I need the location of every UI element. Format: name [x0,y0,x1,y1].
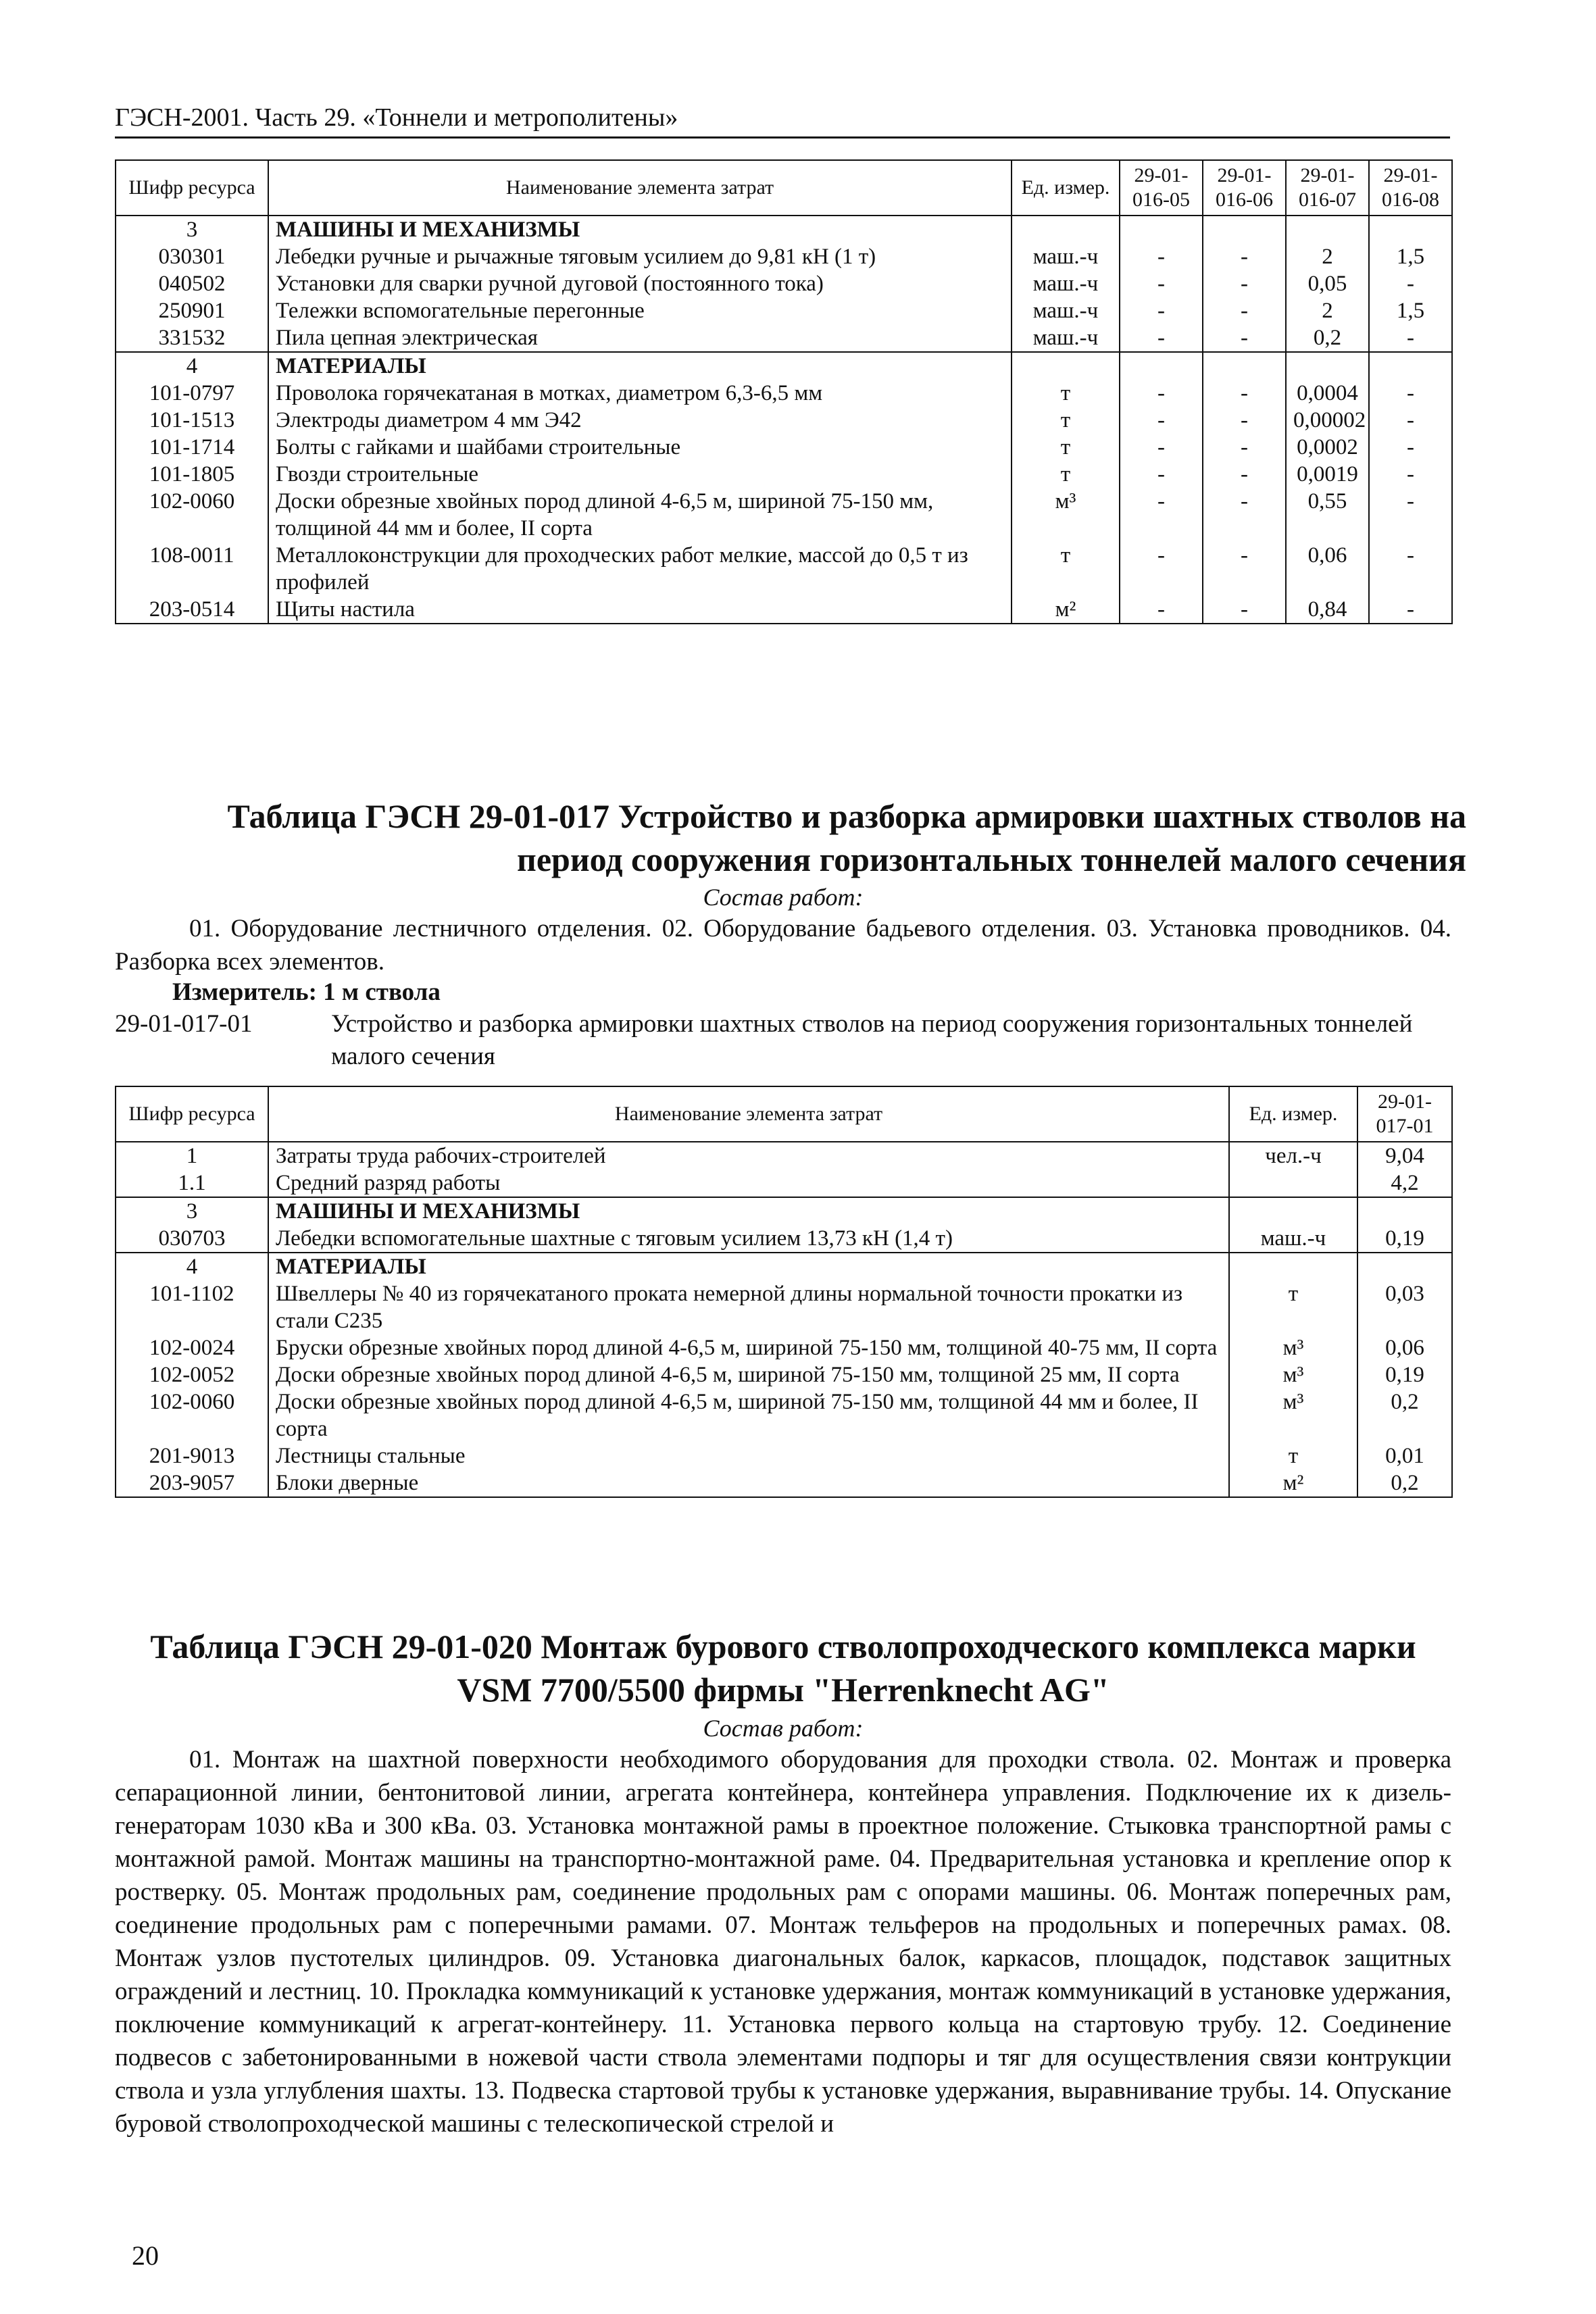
table-017-meter: Измеритель: 1 м ствола [172,978,441,1006]
table-017-title-line2: период сооружения горизонтальных тоннелей малого сечения [517,840,1466,878]
unit-cell: т [1012,434,1120,461]
table-017-item-text: Устройство и разборка армировки шахтных стволов на период сооружения горизонтальных тоннелей малого сечения [331,1010,1413,1070]
value-cell: 1,5 [1369,297,1452,324]
column-header: 29-01-017-01 [1357,1086,1452,1142]
value-cell: 0,06 [1357,1334,1452,1361]
resource-name-cell: МАТЕРИАЛЫ [268,1253,1229,1280]
value-cell: - [1369,542,1452,596]
empty-cell [1286,216,1369,243]
column-header: 29-01-016-05 [1120,160,1203,216]
resource-code-cell: 102-0024 [116,1334,268,1361]
unit-cell: м³ [1229,1334,1357,1361]
resource-table-016 [115,159,1453,624]
resource-name-cell: Проволока горячекатаная в мотках, диаметром 6,3-6,5 мм [268,380,1012,407]
resource-table-017 [115,1086,1453,1498]
resource-name-cell: Швеллеры № 40 из горячекатаного проката немерной длины нормальной точности прокатки из стали С235 [268,1280,1229,1334]
resource-name-cell: Лебедки ручные и рычажные тяговым усилием до 9,81 кН (1 т) [268,243,1012,270]
resource-name-cell: Металлоконструкции для проходческих работ мелкие, массой до 0,5 т из профилей [268,542,1012,596]
value-cell: 0,55 [1286,488,1369,542]
table-row [116,542,1452,596]
table-row [116,243,1452,270]
table-row [116,407,1452,434]
resource-code-cell: 4 [116,352,268,380]
table-row [116,1169,1452,1197]
value-cell: 0,06 [1286,542,1369,596]
value-cell: 0,2 [1357,1469,1452,1497]
value-cell: - [1120,407,1203,434]
value-cell: 1,5 [1369,243,1452,270]
table-017-composition-text: 01. Оборудование лестничного отделения. 02. Оборудование бадьевого отделения. 03. Установка проводников. 04. Разборка всех элементов. [115,915,1451,976]
column-header: Шифр ресурса [116,160,268,216]
resource-code-cell: 101-1714 [116,434,268,461]
value-cell: - [1120,434,1203,461]
section-row [116,216,1452,243]
table-row [116,1280,1452,1334]
value-cell: 0,84 [1286,596,1369,624]
resource-code-cell: 3 [116,1197,268,1225]
resource-name-cell: Пила цепная электрическая [268,324,1012,352]
value-cell: - [1203,297,1286,324]
value-cell: - [1203,461,1286,488]
resource-code-cell: 102-0060 [116,1388,268,1442]
resource-name-cell: Щиты настила [268,596,1012,624]
resource-name-cell: Гвозди строительные [268,461,1012,488]
empty-cell [1369,216,1452,243]
value-cell: - [1203,380,1286,407]
table-row [116,1388,1452,1442]
resource-code-cell: 250901 [116,297,268,324]
value-cell: - [1203,542,1286,596]
column-header: Наименование элемента затрат [268,1086,1229,1142]
value-cell: - [1203,407,1286,434]
unit-cell: м² [1012,596,1120,624]
unit-cell: т [1229,1442,1357,1469]
resource-name-cell: МАШИНЫ И МЕХАНИЗМЫ [268,216,1012,243]
value-cell: 0,0004 [1286,380,1369,407]
table-row [116,324,1452,352]
resource-name-cell: Блоки дверные [268,1469,1229,1497]
section-row [116,1253,1452,1280]
column-header: Ед. измер. [1229,1086,1357,1142]
value-cell: 2 [1286,243,1369,270]
unit-cell [1229,1169,1357,1197]
resource-code-cell: 101-1102 [116,1280,268,1334]
resource-name-cell: Лебедки вспомогательные шахтные с тяговым усилием 13,73 кН (1,4 т) [268,1225,1229,1253]
resource-code-cell: 102-0052 [116,1361,268,1388]
unit-cell: т [1229,1280,1357,1334]
column-header: Ед. измер. [1012,160,1120,216]
resource-name-cell: Доски обрезные хвойных пород длиной 4-6,5 м, шириной 75-150 мм, толщиной 44 мм и более, II сорта [268,488,1012,542]
value-cell: 9,04 [1357,1142,1452,1169]
resource-name-cell: Лестницы стальные [268,1442,1229,1469]
resource-code-cell: 1.1 [116,1169,268,1197]
table-017-title-line1: Таблица ГЭСН 29-01-017 Устройство и разборка армировки шахтных стволов на [227,797,1466,835]
unit-cell: чел.-ч [1229,1142,1357,1169]
resource-code-cell: 3 [116,216,268,243]
unit-cell: маш.-ч [1229,1225,1357,1253]
empty-cell [1120,216,1203,243]
column-header: Наименование элемента затрат [268,160,1012,216]
empty-cell [1229,1253,1357,1280]
table-row [116,1361,1452,1388]
table-row [116,1225,1452,1253]
resource-code-cell: 108-0011 [116,542,268,596]
value-cell: - [1120,243,1203,270]
unit-cell: м³ [1012,488,1120,542]
table-row [116,596,1452,624]
column-header: 29-01-016-08 [1369,160,1452,216]
value-cell: - [1369,461,1452,488]
column-header: Шифр ресурса [116,1086,268,1142]
value-cell: 4,2 [1357,1169,1452,1197]
resource-name-cell: Затраты труда рабочих-строителей [268,1142,1229,1169]
table-row [116,1469,1452,1497]
value-cell: - [1369,434,1452,461]
table-row [116,297,1452,324]
resource-code-cell: 101-1805 [116,461,268,488]
empty-cell [1229,1197,1357,1225]
empty-cell [1203,352,1286,380]
value-cell: - [1203,324,1286,352]
value-cell: 0,03 [1357,1280,1452,1334]
empty-cell [1203,216,1286,243]
unit-cell: т [1012,461,1120,488]
section-row [116,1197,1452,1225]
value-cell: 0,00002 [1286,407,1369,434]
column-header: 29-01-016-06 [1203,160,1286,216]
resource-code-cell: 203-9057 [116,1469,268,1497]
resource-code-cell: 102-0060 [116,488,268,542]
table-017-title [115,795,1466,881]
table-017-composition-label: Состав работ: [703,884,864,911]
resource-name-cell: Доски обрезные хвойных пород длиной 4-6,5 м, шириной 75-150 мм, толщиной 44 мм и более, II сорта [268,1388,1229,1442]
table-row [116,1442,1452,1469]
value-cell: - [1120,380,1203,407]
value-cell: 0,01 [1357,1442,1452,1469]
value-cell: - [1369,270,1452,297]
unit-cell: м² [1229,1469,1357,1497]
value-cell: - [1120,297,1203,324]
table-020-title-line1: Таблица ГЭСН 29-01-020 Монтаж бурового стволопроходческого комплекса марки [150,1628,1416,1665]
value-cell: - [1203,596,1286,624]
table-row [116,1334,1452,1361]
value-cell: - [1369,407,1452,434]
resource-code-cell: 201-9013 [116,1442,268,1469]
section-row [116,352,1452,380]
value-cell: - [1369,596,1452,624]
resource-code-cell: 4 [116,1253,268,1280]
unit-cell: т [1012,380,1120,407]
empty-cell [1120,352,1203,380]
resource-name-cell: МАТЕРИАЛЫ [268,352,1012,380]
value-cell: 0,19 [1357,1361,1452,1388]
value-cell: - [1120,461,1203,488]
resource-name-cell: Установки для сварки ручной дуговой (постоянного тока) [268,270,1012,297]
resource-code-cell: 030703 [116,1225,268,1253]
value-cell: 0,19 [1357,1225,1452,1253]
table-020-title [115,1625,1451,1711]
resource-name-cell: Электроды диаметром 4 мм Э42 [268,407,1012,434]
unit-cell: м³ [1229,1361,1357,1388]
table-020-title-line2: VSM 7700/5500 фирмы "Herrenknecht AG" [457,1671,1109,1709]
value-cell: - [1369,380,1452,407]
value-cell: - [1203,488,1286,542]
unit-cell: т [1012,542,1120,596]
resource-code-cell: 101-0797 [116,380,268,407]
column-header: 29-01-016-07 [1286,160,1369,216]
empty-cell [1357,1253,1452,1280]
table-017-item [115,1008,1466,1076]
value-cell: 2 [1286,297,1369,324]
value-cell: 0,0002 [1286,434,1369,461]
table-020-composition-text: 01. Монтаж на шахтной поверхности необходимого оборудования для проходки ствола. 02. Монтаж и проверка сепарационной линии, бентонитовой линии, агрегата контейнера, контейнера управления. Подключение их к дизель-генераторам 1030 кВа и 300 кВа. 03. Установка монтажной рамы в проектное положение. Стыковка транспортной рамы с монтажной рамой. Монтаж машины на транспортно-монтажной раме. 04. Предварительная установка и крепление опор к ростверку. 05. Монтаж продольных рам, соединение продольных рам с опорами машины. 06. Монтаж поперечных рам, соединение продольных рам с поперечными рамами. 07. Монтаж тельферов на продольных и поперечных рамах. 08. Монтаж узлов пустотелых цилиндров. 09. Установка диагональных балок, каркасов, площадок, подставок защитных ограждений и лестниц. 10. Прокладка коммуникаций к установке удержания, монтаж коммуникаций в установке удержания, поключение коммуникаций к агрегат-контейнеру. 11. Установка первого кольца на стартовую трубу. 12. Соединение подвесов с забетонированными в ножевой части ствола элементами подпоры и тяг для осуществления связи контрукции ствола и узла углубления шахты. 13. Подвеска стартовой трубы к установке удержания, выравнивание трубы. 14. Опускание буровой стволопроходческой машины с телескопической стрелой и [115,1746,1451,2138]
resource-code-cell: 1 [116,1142,268,1169]
value-cell: - [1203,434,1286,461]
value-cell: 0,05 [1286,270,1369,297]
resource-name-cell: Бруски обрезные хвойных пород длиной 4-6,5 м, шириной 75-150 мм, толщиной 40-75 мм, II сорта [268,1334,1229,1361]
value-cell: - [1369,324,1452,352]
unit-cell: м³ [1229,1388,1357,1442]
unit-cell: т [1012,407,1120,434]
table-017-item-code: 29-01-017-01 [115,1010,253,1038]
table-row [116,270,1452,297]
resource-code-cell: 030301 [116,243,268,270]
value-cell: - [1203,243,1286,270]
page-number: 20 [132,2240,159,2271]
table-row [116,380,1452,407]
unit-cell: маш.-ч [1012,324,1120,352]
value-cell: - [1369,488,1452,542]
running-header: ГЭСН-2001. Часть 29. «Тоннели и метрополитены» [115,101,1450,139]
resource-name-cell: Доски обрезные хвойных пород длиной 4-6,5 м, шириной 75-150 мм, толщиной 25 мм, II сорта [268,1361,1229,1388]
value-cell: - [1120,488,1203,542]
resource-code-cell: 040502 [116,270,268,297]
value-cell: 0,2 [1286,324,1369,352]
resource-code-cell: 203-0514 [116,596,268,624]
value-cell: - [1203,270,1286,297]
value-cell: - [1120,542,1203,596]
resource-name-cell: МАШИНЫ И МЕХАНИЗМЫ [268,1197,1229,1225]
value-cell: 0,0019 [1286,461,1369,488]
table-020-composition-label: Состав работ: [703,1715,864,1742]
value-cell: - [1120,270,1203,297]
unit-cell: маш.-ч [1012,270,1120,297]
unit-cell: маш.-ч [1012,243,1120,270]
value-cell: - [1120,596,1203,624]
table-row [116,461,1452,488]
table-row [116,1142,1452,1169]
resource-name-cell: Средний разряд работы [268,1169,1229,1197]
empty-cell [1012,216,1120,243]
resource-code-cell: 101-1513 [116,407,268,434]
value-cell: 0,2 [1357,1388,1452,1442]
table-row [116,434,1452,461]
resource-name-cell: Тележки вспомогательные перегонные [268,297,1012,324]
resource-code-cell: 331532 [116,324,268,352]
empty-cell [1012,352,1120,380]
value-cell: - [1120,324,1203,352]
table-row [116,488,1452,542]
resource-name-cell: Болты с гайками и шайбами строительные [268,434,1012,461]
empty-cell [1369,352,1452,380]
unit-cell: маш.-ч [1012,297,1120,324]
empty-cell [1286,352,1369,380]
empty-cell [1357,1197,1452,1225]
